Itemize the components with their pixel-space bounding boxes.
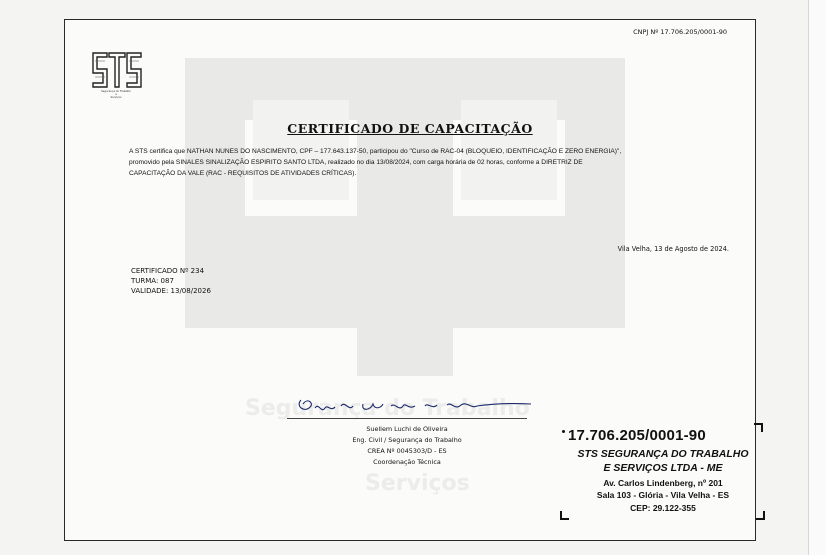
body-line-2: promovido pela SINALES SINALIZAÇÃO ESPIRITO SANTO LTDA, realizado no dia 13/08/2024, com carga horária de 02 horas, conforme a DIRETRIZ DE [129,158,583,166]
svg-text:Serviços: Serviços [365,471,470,496]
svg-text:Segurança do Trabalho: Segurança do Trabalho [245,396,530,421]
signatory-role: Eng. Civil / Segurança do Trabalho [352,436,462,444]
logo-tagline-1: Segurança do Trabalho [101,90,131,93]
stamp-cnpj: 17.706.205/0001-90 [568,427,706,444]
body-line-1: A STS certifica que NATHAN NUNES DO NASCIMENTO, CPF – 177.643.137-50, participou do "Curso de RAC-04 (BLOQUEIO, IDENTIFICAÇÃO E ZERO ENERGIA)", [129,148,622,155]
company-stamp [558,421,768,539]
stamp-address-2: Sala 103 - Glória - Vila Velha - ES [596,490,730,500]
stamp-corner-tr [754,423,763,432]
header-cnpj: CNPJ Nº 17.706.205/0001-90 [633,28,727,36]
stamp-address-1: Av. Carlos Lindenberg, nº 201 [603,478,723,488]
signatory-crea: CREA Nº 0045303/D - ES [367,447,447,455]
handwritten-signature [291,392,541,420]
certificate-validity: VALIDADE: 13/08/2026 [131,287,211,295]
certificate-body [129,147,753,179]
logo-tagline [85,90,147,100]
logo-tagline-2: e [115,93,117,97]
stamp-address-3: CEP: 29.122-355 [630,503,696,513]
certificate-frame [64,19,756,541]
certificate-info [131,266,211,296]
signatory-position: Coordenação Técnica [373,458,441,466]
adjacent-page-edge [808,0,826,555]
stamp-company-2: E SERVIÇOS LTDA - ME [603,462,723,474]
signatory-block [287,424,527,468]
stamp-dot [562,430,565,433]
stamp-company-1: STS SEGURANÇA DO TRABALHO [577,448,749,460]
signatory-name: Suellem Luchi de Oliveira [366,425,448,433]
certificate-class: TURMA: 087 [131,277,174,285]
place-date: Vila Velha, 13 de Agosto de 2024. [617,245,729,253]
signature-line [287,418,527,419]
body-line-3: CAPACITAÇÃO DA VALE (RAC - REQUISITOS DE ATIVIDADES CRÍTICAS). [129,169,357,177]
certificate-number: CERTIFICADO Nº 234 [131,267,205,275]
certificate-title: CERTIFICADO DE CAPACITAÇÃO [287,121,533,136]
logo-tagline-3: Serviços [110,96,122,100]
